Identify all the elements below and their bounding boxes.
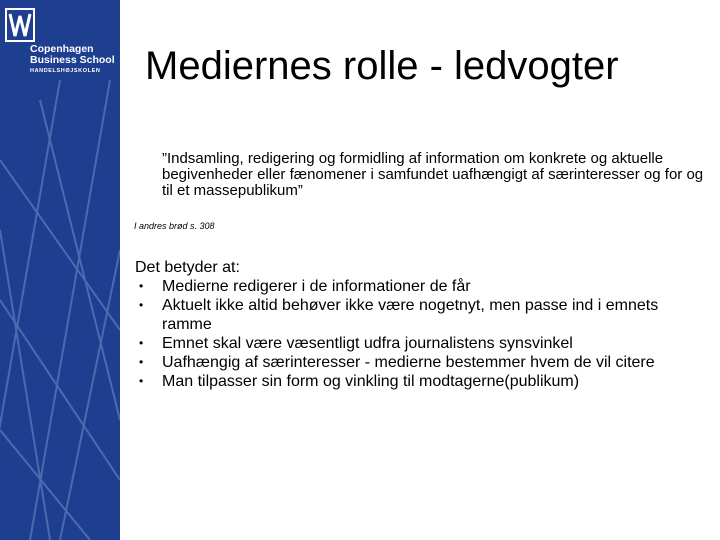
logo-line-2: Business School bbox=[30, 54, 115, 66]
logo-line-1: Copenhagen bbox=[30, 43, 94, 55]
bullet-icon: • bbox=[139, 374, 144, 388]
bullet-list bbox=[135, 277, 675, 391]
list-item bbox=[135, 372, 675, 391]
source-citation: I andres brød s. 308 bbox=[134, 221, 215, 231]
list-item-text: Emnet skal være væsentligt udfra journalistens synsvinkel bbox=[162, 335, 573, 352]
logo-line-3: HANDELSHØJSKOLEN bbox=[30, 68, 101, 74]
list-item bbox=[135, 296, 675, 334]
bullet-icon: • bbox=[139, 298, 144, 312]
list-item-text: Uafhængig af særinteresser - medierne bestemmer hvem de vil citere bbox=[162, 354, 655, 371]
slide-title: Mediernes rolle - ledvogter bbox=[145, 44, 619, 88]
sidebar-decorative-lines bbox=[0, 0, 120, 540]
logo-text bbox=[30, 44, 118, 75]
list-item-text: Aktuelt ikke altid behøver ikke være nogetnyt, men passe ind i emnets ramme bbox=[162, 297, 659, 333]
sidebar-panel bbox=[0, 0, 120, 540]
cbs-logo-icon bbox=[5, 8, 35, 42]
list-item-text: Man tilpasser sin form og vinkling til modtagerne(publikum) bbox=[162, 373, 580, 390]
list-item bbox=[135, 334, 675, 353]
intro-text: Det betyder at: bbox=[135, 259, 240, 276]
list-item-text: Medierne redigerer i de informationer de får bbox=[162, 278, 471, 295]
bullet-icon: • bbox=[139, 279, 144, 293]
definition-quote: ”Indsamling, redigering og formidling af information om konkrete og aktuelle begivenheder eller fænomener i samfundet uafhængigt af særinteresser og for og til et massepublikum” bbox=[162, 150, 704, 199]
list-item bbox=[135, 353, 675, 372]
bullet-icon: • bbox=[139, 336, 144, 350]
list-item bbox=[135, 277, 675, 296]
bullet-icon: • bbox=[139, 355, 144, 369]
